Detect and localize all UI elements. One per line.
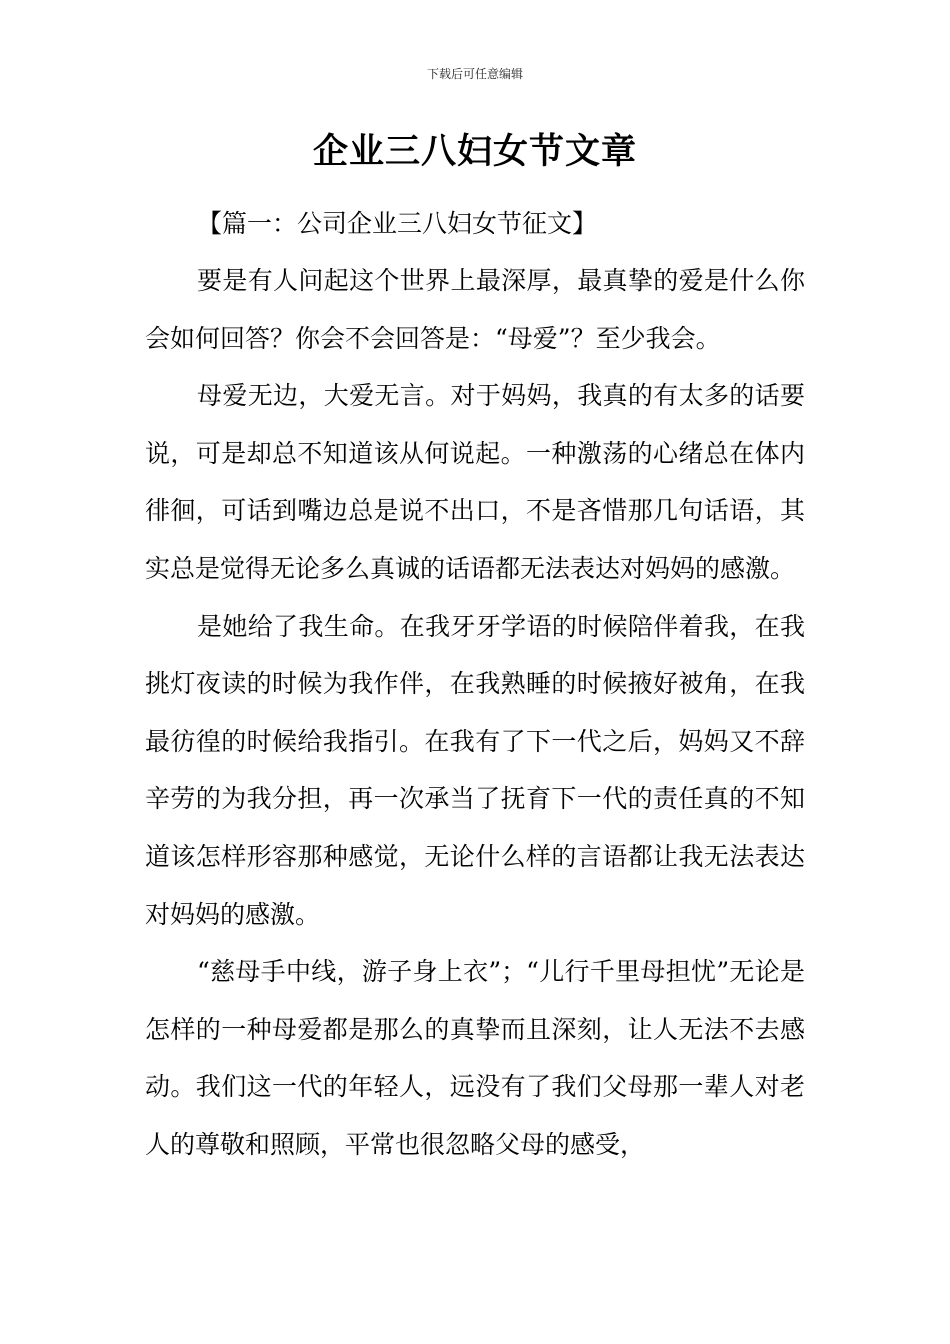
document-body [145,195,805,1174]
document-title: 企业三八妇女节文章 [312,132,637,172]
section-heading: 【篇一：公司企业三八妇女节征文】 [197,209,598,238]
paragraph-1: 要是有人问起这个世界上最深厚，最真挚的爱是什么你会如何回答？你会不会回答是：“母爱”？至少我会。 [145,266,805,353]
paragraph-3: 是她给了我生命。在我牙牙学语的时候陪伴着我，在我挑灯夜读的时候为我作伴，在我熟睡的时候掖好被角，在我最彷徨的时候给我指引。在我有了下一代之后，妈妈又不辞辛劳的为我分担，再一次承当了抚育下一代的责任真的不知道该怎样形容那种感觉，无论什么样的言语都让我无法表达对妈妈的感激。 [145,611,805,929]
paragraph-2: 母爱无边，大爱无言。对于妈妈，我真的有太多的话要说，可是却总不知道该从何说起。一种激荡的心绪总在体内徘徊，可话到嘴边总是说不出口，不是吝惜那几句话语，其实总是觉得无论多么真诚的话语都无法表达对妈妈的感激。 [145,381,805,583]
paragraph-4: “慈母手中线，游子身上衣”；“儿行千里母担忧”无论是怎样的一种母爱都是那么的真挚而且深刻，让人无法不去感动。我们这一代的年轻人，远没有了我们父母那一辈人对老人的尊敬和照顾，平常也很忽略父母的感受， [145,957,806,1159]
header-note: 下载后可任意编辑 [426,67,523,81]
